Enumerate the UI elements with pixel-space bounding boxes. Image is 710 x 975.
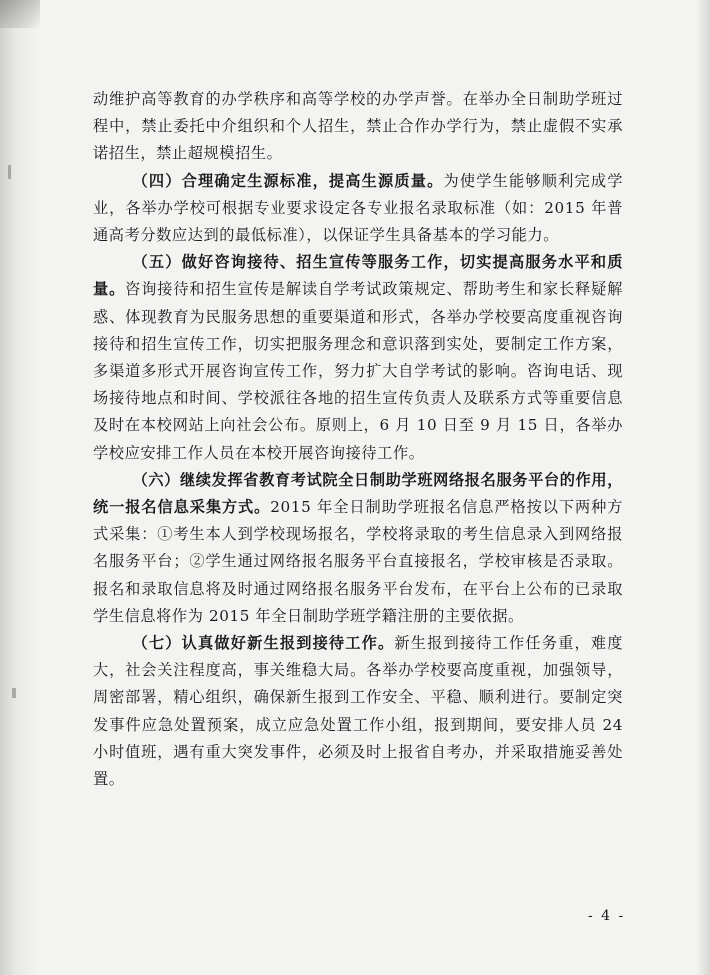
paragraph-text: 咨询接待和招生宣传是解读自学考试政策规定、帮助考生和家长释疑解惑、体现教育为民服务思想的重要渠道和形式，各举办学校要高度重视咨询接待和招生宣传工作，切实把服务理念和意识落到实处，要制定工作方案，多渠道多形式开展咨询宣传工作，努力扩大自学考试的影响。咨询电话、现场接待地点和时间、学校派往各地的招生宣传负责人及联系方式等重要信息及时在本校网站上向社会公布。原则上，6 月 10 日至 9 月 15 日，各举办学校应安排工作人员在本校开展咨询接待工作。 [93, 280, 623, 462]
paragraph-2 [93, 168, 623, 250]
scan-speck [12, 688, 16, 698]
scan-shadow-right [696, 0, 710, 975]
paragraph-4 [93, 467, 623, 630]
paragraph-text: 2015 年全日制助学班报名信息严格按以下两种方式采集：①考生本人到学校现场报名，学校将录取的考生信息录入到网络报名服务平台；②学生通过网络报名服务平台直接报名，学校审核是否录取。报名和录取信息将及时通过网络报名服务平台发布，在平台上公布的已录取学生信息将作为 2015 年全日制助学班学籍注册的主要依据。 [93, 498, 623, 625]
paragraph-1 [93, 86, 623, 168]
paragraph-3 [93, 249, 623, 467]
page-number: - 4 - [588, 908, 626, 924]
paragraph-text: 动维护高等教育的办学秩序和高等学校的办学声誉。在举办全日制助学班过程中，禁止委托中介组织和个人招生，禁止合作办学行为，禁止虚假不实承诺招生，禁止超规模招生。 [93, 90, 623, 163]
paragraph-lead: （七）认真做好新生报到接待工作。 [132, 634, 395, 653]
scan-shadow-left [0, 0, 38, 975]
scan-corner-fold [0, 0, 40, 28]
paragraph-lead: （六）继续发挥省教育考试院全日制助学班网络报名服务平台的作用，统一报名信息采集方式。 [93, 470, 623, 517]
scan-speck [8, 165, 11, 179]
paragraph-lead: （五）做好咨询接待、招生宣传等服务工作，切实提高服务水平和质量。 [93, 253, 623, 299]
paragraph-5 [93, 630, 623, 793]
paragraph-text: 新生报到接待工作任务重，难度大，社会关注程度高，事关维稳大局。各举办学校要高度重视，加强领导，周密部署，精心组织，确保新生报到工作安全、平稳、顺利进行。要制定突发事件应急处置预案，成立应急处置工作小组，报到期间，要安排人员 24 小时值班，遇有重大突发事件，必须及时上报省自考办，并采取措施妥善处置。 [93, 634, 623, 789]
paragraph-lead: （四）合理确定生源标准，提高生源质量。 [132, 171, 444, 190]
paragraph-text: 为使学生能够顺利完成学业，各举办学校可根据专业要求设定各专业报名录取标准（如：2015 年普通高考分数应达到的最低标准），以保证学生具备基本的学习能力。 [93, 171, 623, 245]
document-body [93, 86, 623, 793]
